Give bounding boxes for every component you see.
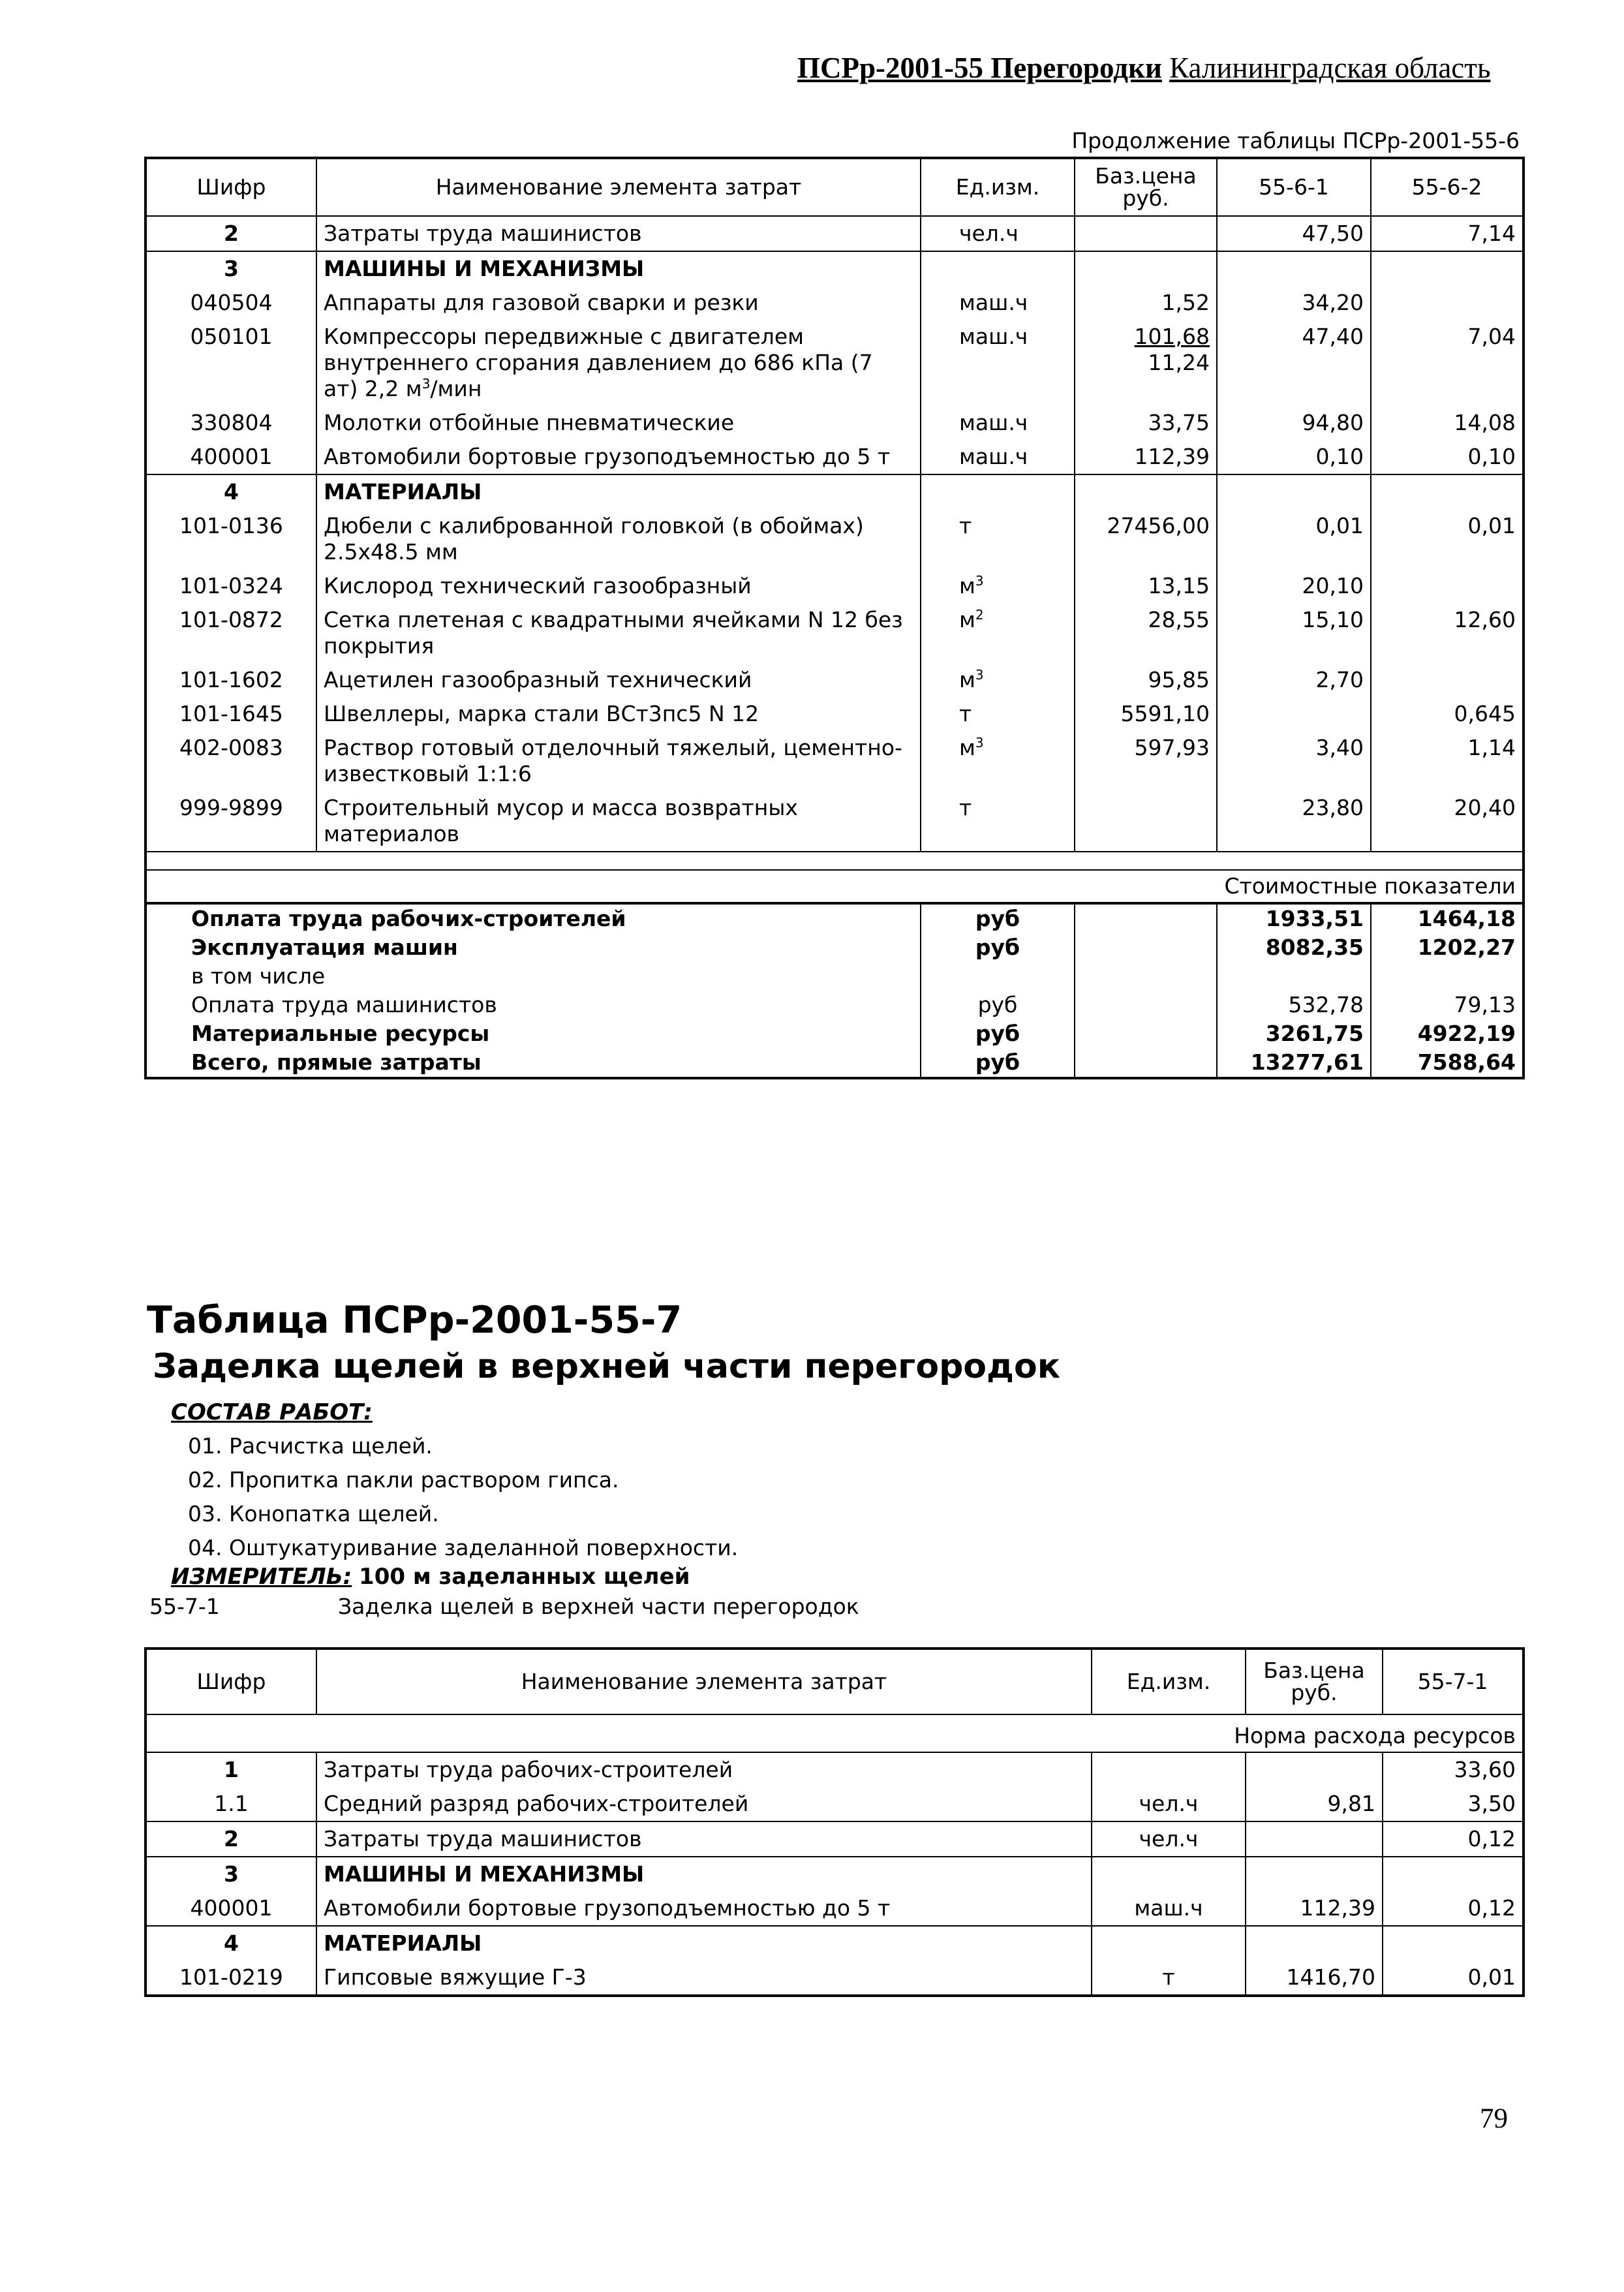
column-header: Шифр xyxy=(146,1649,316,1714)
table-row xyxy=(146,663,1524,697)
cell-price: 9,81 xyxy=(1246,1787,1383,1821)
cell-name: Аппараты для газовой сварки и резки xyxy=(316,286,921,320)
cell-value-1: 47,50 xyxy=(1217,216,1371,251)
cell-name: МАТЕРИАЛЫ xyxy=(316,474,921,509)
cell-price: 112,39 xyxy=(1075,440,1217,474)
table-row xyxy=(146,440,1524,474)
cell-name: Затраты труда машинистов xyxy=(316,216,921,251)
cell-unit: чел.ч xyxy=(1092,1821,1246,1857)
table-row xyxy=(146,1891,1524,1926)
table-title: Таблица ПСРр-2001-55-7 xyxy=(147,1299,682,1342)
cell-price xyxy=(1246,1752,1383,1787)
column-header: Баз.цена руб. xyxy=(1075,158,1217,216)
table-row xyxy=(146,474,1524,509)
cost-value-1: 532,78 xyxy=(1217,991,1371,1019)
column-header: Баз.цена руб. xyxy=(1246,1649,1383,1714)
cell-price: 1416,70 xyxy=(1246,1960,1383,1996)
cell-price: 28,55 xyxy=(1075,603,1217,663)
cost-header-row xyxy=(146,870,1524,903)
cell-code: 101-0872 xyxy=(146,603,316,663)
cell-unit: маш.ч xyxy=(921,440,1075,474)
cell-code: 400001 xyxy=(146,440,316,474)
table-row xyxy=(146,320,1524,406)
header-region: Калининградская область xyxy=(1169,52,1491,84)
cost-value-2: 79,13 xyxy=(1371,991,1524,1019)
cell-name: Затраты труда рабочих-строителей xyxy=(316,1752,1092,1787)
cost-unit: руб xyxy=(921,1048,1075,1078)
column-header: Ед.изм. xyxy=(1092,1649,1246,1714)
measure-line xyxy=(171,1564,690,1590)
cost-row xyxy=(146,933,1524,962)
cell-code: 402-0083 xyxy=(146,731,316,791)
cell-value-1: 20,10 xyxy=(1217,569,1371,603)
cost-name: Материальные ресурсы xyxy=(191,1021,490,1046)
table-row xyxy=(146,1960,1524,1996)
cell-value-2: 7,14 xyxy=(1371,216,1524,251)
table-row xyxy=(146,697,1524,731)
table-row xyxy=(146,1752,1524,1787)
cell-unit: т xyxy=(921,697,1075,731)
cell-name: Автомобили бортовые грузоподъемностью до 5 т xyxy=(316,1891,1092,1926)
table-row xyxy=(146,1857,1524,1891)
cell-name: МАШИНЫ И МЕХАНИЗМЫ xyxy=(316,1857,1092,1891)
cell-value-1: 0,12 xyxy=(1383,1891,1524,1926)
cell-value-2 xyxy=(1371,569,1524,603)
cell-value-2 xyxy=(1371,251,1524,286)
cell-unit: маш.ч xyxy=(921,286,1075,320)
resource-table-55-7 xyxy=(144,1647,1525,1997)
cell-price xyxy=(1075,474,1217,509)
cell-price: 597,93 xyxy=(1075,731,1217,791)
table-row xyxy=(146,216,1524,251)
cost-unit: руб xyxy=(921,991,1075,1019)
cell-price xyxy=(1075,791,1217,852)
cell-value-2: 7,04 xyxy=(1371,320,1524,406)
cost-name: в том числе xyxy=(191,963,326,989)
table-row xyxy=(146,791,1524,852)
cost-row xyxy=(146,1019,1524,1048)
cell-value-1: 47,40 xyxy=(1217,320,1371,406)
cell-unit: маш.ч xyxy=(1092,1891,1246,1926)
cell-name: Гипсовые вяжущие Г-3 xyxy=(316,1960,1092,1996)
cell-value-1: 2,70 xyxy=(1217,663,1371,697)
cell-value-1: 94,80 xyxy=(1217,406,1371,440)
cell-value-1: 23,80 xyxy=(1217,791,1371,852)
cell-value-1: 34,20 xyxy=(1217,286,1371,320)
cell-code: 050101 xyxy=(146,320,316,406)
cell-value-1: 3,50 xyxy=(1383,1787,1524,1821)
cell-name: Сетка плетеная с квадратными ячейками N 12 без покрытия xyxy=(316,603,921,663)
cell-value-1: 0,01 xyxy=(1383,1960,1524,1996)
cell-code: 400001 xyxy=(146,1891,316,1926)
cell-code: 101-0324 xyxy=(146,569,316,603)
cost-row xyxy=(146,1048,1524,1078)
cell-code: 2 xyxy=(146,216,316,251)
column-header: Наименование элемента затрат xyxy=(316,1649,1092,1714)
table-row xyxy=(146,1821,1524,1857)
measure-label: ИЗМЕРИТЕЛЬ: xyxy=(171,1564,352,1590)
cost-value-1: 13277,61 xyxy=(1217,1048,1371,1078)
cell-value-2: 12,60 xyxy=(1371,603,1524,663)
column-header: 55-7-1 xyxy=(1383,1649,1524,1714)
cell-unit xyxy=(1092,1926,1246,1960)
cell-code: 4 xyxy=(146,474,316,509)
cell-code: 101-0136 xyxy=(146,509,316,569)
cell-name: Дюбели с калиброванной головкой (в обоймах) 2.5x48.5 мм xyxy=(316,509,921,569)
cost-value-2: 1464,18 xyxy=(1371,903,1524,933)
table-row xyxy=(146,603,1524,663)
cell-unit: чел.ч xyxy=(1092,1787,1246,1821)
cell-price: 1,52 xyxy=(1075,286,1217,320)
cost-value-1: 3261,75 xyxy=(1217,1019,1371,1048)
table-row xyxy=(146,251,1524,286)
cell-name: МАШИНЫ И МЕХАНИЗМЫ xyxy=(316,251,921,286)
cell-code: 1 xyxy=(146,1752,316,1787)
cell-value-1 xyxy=(1383,1857,1524,1891)
cost-row xyxy=(146,962,1524,991)
cell-value-2: 0,10 xyxy=(1371,440,1524,474)
cell-unit xyxy=(921,251,1075,286)
cell-price: 27456,00 xyxy=(1075,509,1217,569)
cell-code: 330804 xyxy=(146,406,316,440)
cell-name: Средний разряд рабочих-строителей xyxy=(316,1787,1092,1821)
table-subtitle: Заделка щелей в верхней части перегородок xyxy=(153,1347,1061,1386)
cell-value-2: 0,645 xyxy=(1371,697,1524,731)
header-code: ПСРр-2001-55 Перегородки xyxy=(797,52,1162,84)
cost-header-row xyxy=(146,852,1524,870)
cell-code: 040504 xyxy=(146,286,316,320)
cost-row xyxy=(146,991,1524,1019)
cell-value-2: 20,40 xyxy=(1371,791,1524,852)
work-name: Заделка щелей в верхней части перегородок xyxy=(338,1594,859,1619)
measure-value: 100 м заделанных щелей xyxy=(359,1564,690,1590)
cell-name: Компрессоры передвижные с двигателем внутреннего сгорания давлением до 686 кПа (7 ат) 2,2 $м^3$/мин xyxy=(316,320,921,406)
cell-unit: маш.ч xyxy=(921,406,1075,440)
cell-name: Автомобили бортовые грузоподъемностью до 5 т xyxy=(316,440,921,474)
column-header: Ед.изм. xyxy=(921,158,1075,216)
cell-value-2 xyxy=(1371,474,1524,509)
cell-value-1 xyxy=(1217,474,1371,509)
cell-unit: $м^3$ xyxy=(921,663,1075,697)
cell-unit: $м^3$ xyxy=(921,569,1075,603)
cell-unit: чел.ч xyxy=(921,216,1075,251)
cell-value-1: 0,10 xyxy=(1217,440,1371,474)
cell-code: 3 xyxy=(146,1857,316,1891)
composition-list xyxy=(188,1429,738,1565)
cell-unit: $м^2$ xyxy=(921,603,1075,663)
cell-price: 101,68 11,24 xyxy=(1075,320,1217,406)
cell-unit: $м^3$ xyxy=(921,731,1075,791)
table-continuation-caption: Продолжение таблицы ПСРр-2001-55-6 xyxy=(1071,128,1520,153)
cost-name: Оплата труда рабочих-строителей xyxy=(146,903,921,933)
cost-unit: руб xyxy=(921,903,1075,933)
table-row xyxy=(146,286,1524,320)
cost-unit: руб xyxy=(921,933,1075,962)
cell-name: Кислород технический газообразный xyxy=(316,569,921,603)
cell-value-1: 15,10 xyxy=(1217,603,1371,663)
cell-price: 5591,10 xyxy=(1075,697,1217,731)
cell-code: 999-9899 xyxy=(146,791,316,852)
cell-value-2: 0,01 xyxy=(1371,509,1524,569)
norm-header: Норма расхода ресурсов xyxy=(146,1714,1524,1752)
table-row xyxy=(146,1926,1524,1960)
cost-name: Всего, прямые затраты xyxy=(191,1049,482,1075)
cost-value-2: 4922,19 xyxy=(1371,1019,1524,1048)
norm-header-row xyxy=(146,1714,1524,1752)
column-header: Шифр xyxy=(146,158,316,216)
cell-value-1: 3,40 xyxy=(1217,731,1371,791)
cell-unit: маш.ч xyxy=(921,320,1075,406)
cell-code: 101-1645 xyxy=(146,697,316,731)
cell-name: Ацетилен газообразный технический xyxy=(316,663,921,697)
table-row xyxy=(146,509,1524,569)
cell-code: 4 xyxy=(146,1926,316,1960)
column-header: Наименование элемента затрат xyxy=(316,158,921,216)
cell-value-1: 0,01 xyxy=(1217,509,1371,569)
cell-value-1: 0,12 xyxy=(1383,1821,1524,1857)
composition-item: 02. Пропитка пакли раствором гипса. xyxy=(188,1467,619,1493)
cell-value-2 xyxy=(1371,286,1524,320)
cell-code: 101-1602 xyxy=(146,663,316,697)
cell-name: Затраты труда машинистов xyxy=(316,1821,1092,1857)
cell-price xyxy=(1075,251,1217,286)
composition-item: 04. Оштукатуривание заделанной поверхности. xyxy=(188,1535,739,1560)
column-header: 55-6-2 xyxy=(1371,158,1524,216)
cell-value-1 xyxy=(1217,697,1371,731)
cell-value-2: 14,08 xyxy=(1371,406,1524,440)
cell-unit xyxy=(1092,1752,1246,1787)
cell-price: 95,85 xyxy=(1075,663,1217,697)
cell-value-1: 33,60 xyxy=(1383,1752,1524,1787)
cell-price xyxy=(1246,1926,1383,1960)
cell-price: 33,75 xyxy=(1075,406,1217,440)
cell-unit: т xyxy=(1092,1960,1246,1996)
cost-value-2 xyxy=(1371,962,1524,991)
cell-price xyxy=(1246,1857,1383,1891)
cost-header: Стоимостные показатели xyxy=(146,870,1524,903)
work-code: 55-7-1 xyxy=(149,1594,220,1619)
cost-value-1 xyxy=(1217,962,1371,991)
cell-price: 13,15 xyxy=(1075,569,1217,603)
cost-name: Эксплуатация машин xyxy=(191,935,458,960)
cost-unit xyxy=(921,962,1075,991)
table-header-row xyxy=(146,158,1524,216)
cell-name: Швеллеры, марка стали ВСт3пс5 N 12 xyxy=(316,697,921,731)
cell-name: МАТЕРИАЛЫ xyxy=(316,1926,1092,1960)
cell-unit: т xyxy=(921,509,1075,569)
column-header: 55-6-1 xyxy=(1217,158,1371,216)
cell-name: Раствор готовый отделочный тяжелый, цементно-известковый 1:1:6 xyxy=(316,731,921,791)
table-row xyxy=(146,731,1524,791)
cell-value-1 xyxy=(1217,251,1371,286)
cell-price xyxy=(1246,1821,1383,1857)
cost-value-2: 7588,64 xyxy=(1371,1048,1524,1078)
cost-value-1: 8082,35 xyxy=(1217,933,1371,962)
composition-label: СОСТАВ РАБОТ: xyxy=(171,1399,373,1425)
cell-name: Строительный мусор и масса возвратных материалов xyxy=(316,791,921,852)
resource-table-55-6 xyxy=(144,157,1525,1079)
cost-name: Оплата труда машинистов xyxy=(191,992,497,1017)
cell-value-2 xyxy=(1371,663,1524,697)
running-header xyxy=(797,51,1490,85)
cell-unit: т xyxy=(921,791,1075,852)
table-row xyxy=(146,1787,1524,1821)
table-row xyxy=(146,406,1524,440)
cell-code: 3 xyxy=(146,251,316,286)
composition-item: 03. Конопатка щелей. xyxy=(188,1501,439,1526)
cost-value-2: 1202,27 xyxy=(1371,933,1524,962)
table-header-row xyxy=(146,1649,1524,1714)
cell-price: 112,39 xyxy=(1246,1891,1383,1926)
cell-name: Молотки отбойные пневматические xyxy=(316,406,921,440)
cell-code: 101-0219 xyxy=(146,1960,316,1996)
cell-price xyxy=(1075,216,1217,251)
page-number: 79 xyxy=(1480,2103,1508,2134)
table-row xyxy=(146,569,1524,603)
cost-row xyxy=(146,903,1524,933)
cell-unit xyxy=(1092,1857,1246,1891)
composition-item: 01. Расчистка щелей. xyxy=(188,1433,433,1459)
cell-code: 1.1 xyxy=(146,1787,316,1821)
cell-code: 2 xyxy=(146,1821,316,1857)
cell-value-2: 1,14 xyxy=(1371,731,1524,791)
cost-unit: руб xyxy=(921,1019,1075,1048)
cell-unit xyxy=(921,474,1075,509)
cost-value-1: 1933,51 xyxy=(1217,903,1371,933)
cell-value-1 xyxy=(1383,1926,1524,1960)
